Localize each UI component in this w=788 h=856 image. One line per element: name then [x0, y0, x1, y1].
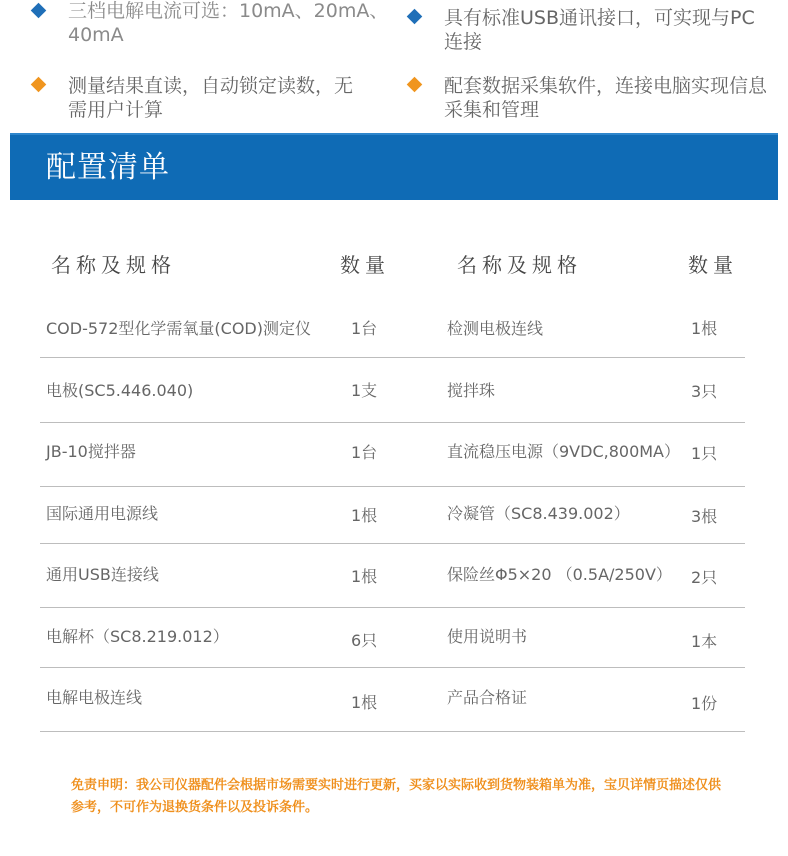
- column-header-name-right: 名称及规格: [457, 253, 582, 277]
- diamond-bullet-icon: [407, 77, 423, 93]
- feature-text: 配套数据采集软件，连接电脑实现信息采集和管理: [444, 75, 768, 121]
- column-header-qty-right: 数量: [688, 253, 738, 277]
- item-name: 电解杯（SC8.219.012）: [46, 627, 229, 646]
- item-name: 电极(SC5.446.040): [46, 381, 194, 400]
- diamond-bullet-icon: [31, 77, 47, 93]
- item-name: 通用USB连接线: [46, 565, 159, 584]
- item-name: 检测电极连线: [447, 319, 544, 338]
- item-quantity: 1根: [691, 319, 718, 338]
- item-quantity: 1本: [691, 632, 718, 651]
- item-name: 使用说明书: [447, 627, 528, 646]
- item-quantity: 2只: [691, 568, 718, 587]
- item-quantity: 1根: [351, 567, 378, 586]
- row-divider: [40, 357, 745, 358]
- item-name: 保险丝Φ5×20 （0.5A/250V）: [447, 565, 672, 584]
- diamond-bullet-icon: [31, 3, 47, 19]
- row-divider: [40, 731, 745, 732]
- section-header-bar: [10, 133, 778, 200]
- row-divider: [40, 667, 745, 668]
- row-divider: [40, 607, 745, 608]
- item-quantity: 1台: [351, 443, 378, 462]
- item-quantity: 6只: [351, 631, 378, 650]
- item-quantity: 1支: [351, 381, 378, 400]
- item-quantity: 3根: [691, 507, 718, 526]
- item-quantity: 1台: [351, 319, 378, 338]
- item-name: COD-572型化学需氧量(COD)测定仪: [46, 319, 311, 338]
- column-header-name-left: 名称及规格: [51, 253, 176, 277]
- item-quantity: 1份: [691, 694, 718, 713]
- item-name: JB-10搅拌器: [46, 442, 136, 461]
- item-quantity: 1根: [351, 693, 378, 712]
- feature-text: 三档电解电流可选：10mA、20mA、40mA: [68, 0, 389, 46]
- item-name: 电解电极连线: [46, 688, 143, 707]
- item-name: 直流稳压电源（9VDC,800MA）: [447, 442, 680, 461]
- disclaimer-text: 免责申明：我公司仪器配件会根据市场需要实时进行更新，买家以实际收到货物装箱单为准，宝贝详情页描述仅供参考，不可作为退换货条件以及投诉条件。: [71, 778, 722, 815]
- item-name: 搅拌珠: [447, 381, 496, 400]
- diamond-bullet-icon: [407, 9, 423, 25]
- column-header-qty-left: 数量: [340, 253, 390, 277]
- item-quantity: 1只: [691, 444, 718, 463]
- row-divider: [40, 486, 745, 487]
- feature-text: 测量结果直读，自动锁定读数，无需用户计算: [68, 75, 354, 121]
- row-divider: [40, 543, 745, 544]
- item-name: 产品合格证: [447, 688, 528, 707]
- item-quantity: 1根: [351, 506, 378, 525]
- item-quantity: 3只: [691, 382, 718, 401]
- feature-text: 具有标准USB通讯接口，可实现与PC连接: [444, 7, 755, 53]
- row-divider: [40, 422, 745, 423]
- item-name: 国际通用电源线: [46, 504, 159, 523]
- item-name: 冷凝管（SC8.439.002）: [447, 504, 630, 523]
- section-title: 配置清单: [46, 150, 170, 185]
